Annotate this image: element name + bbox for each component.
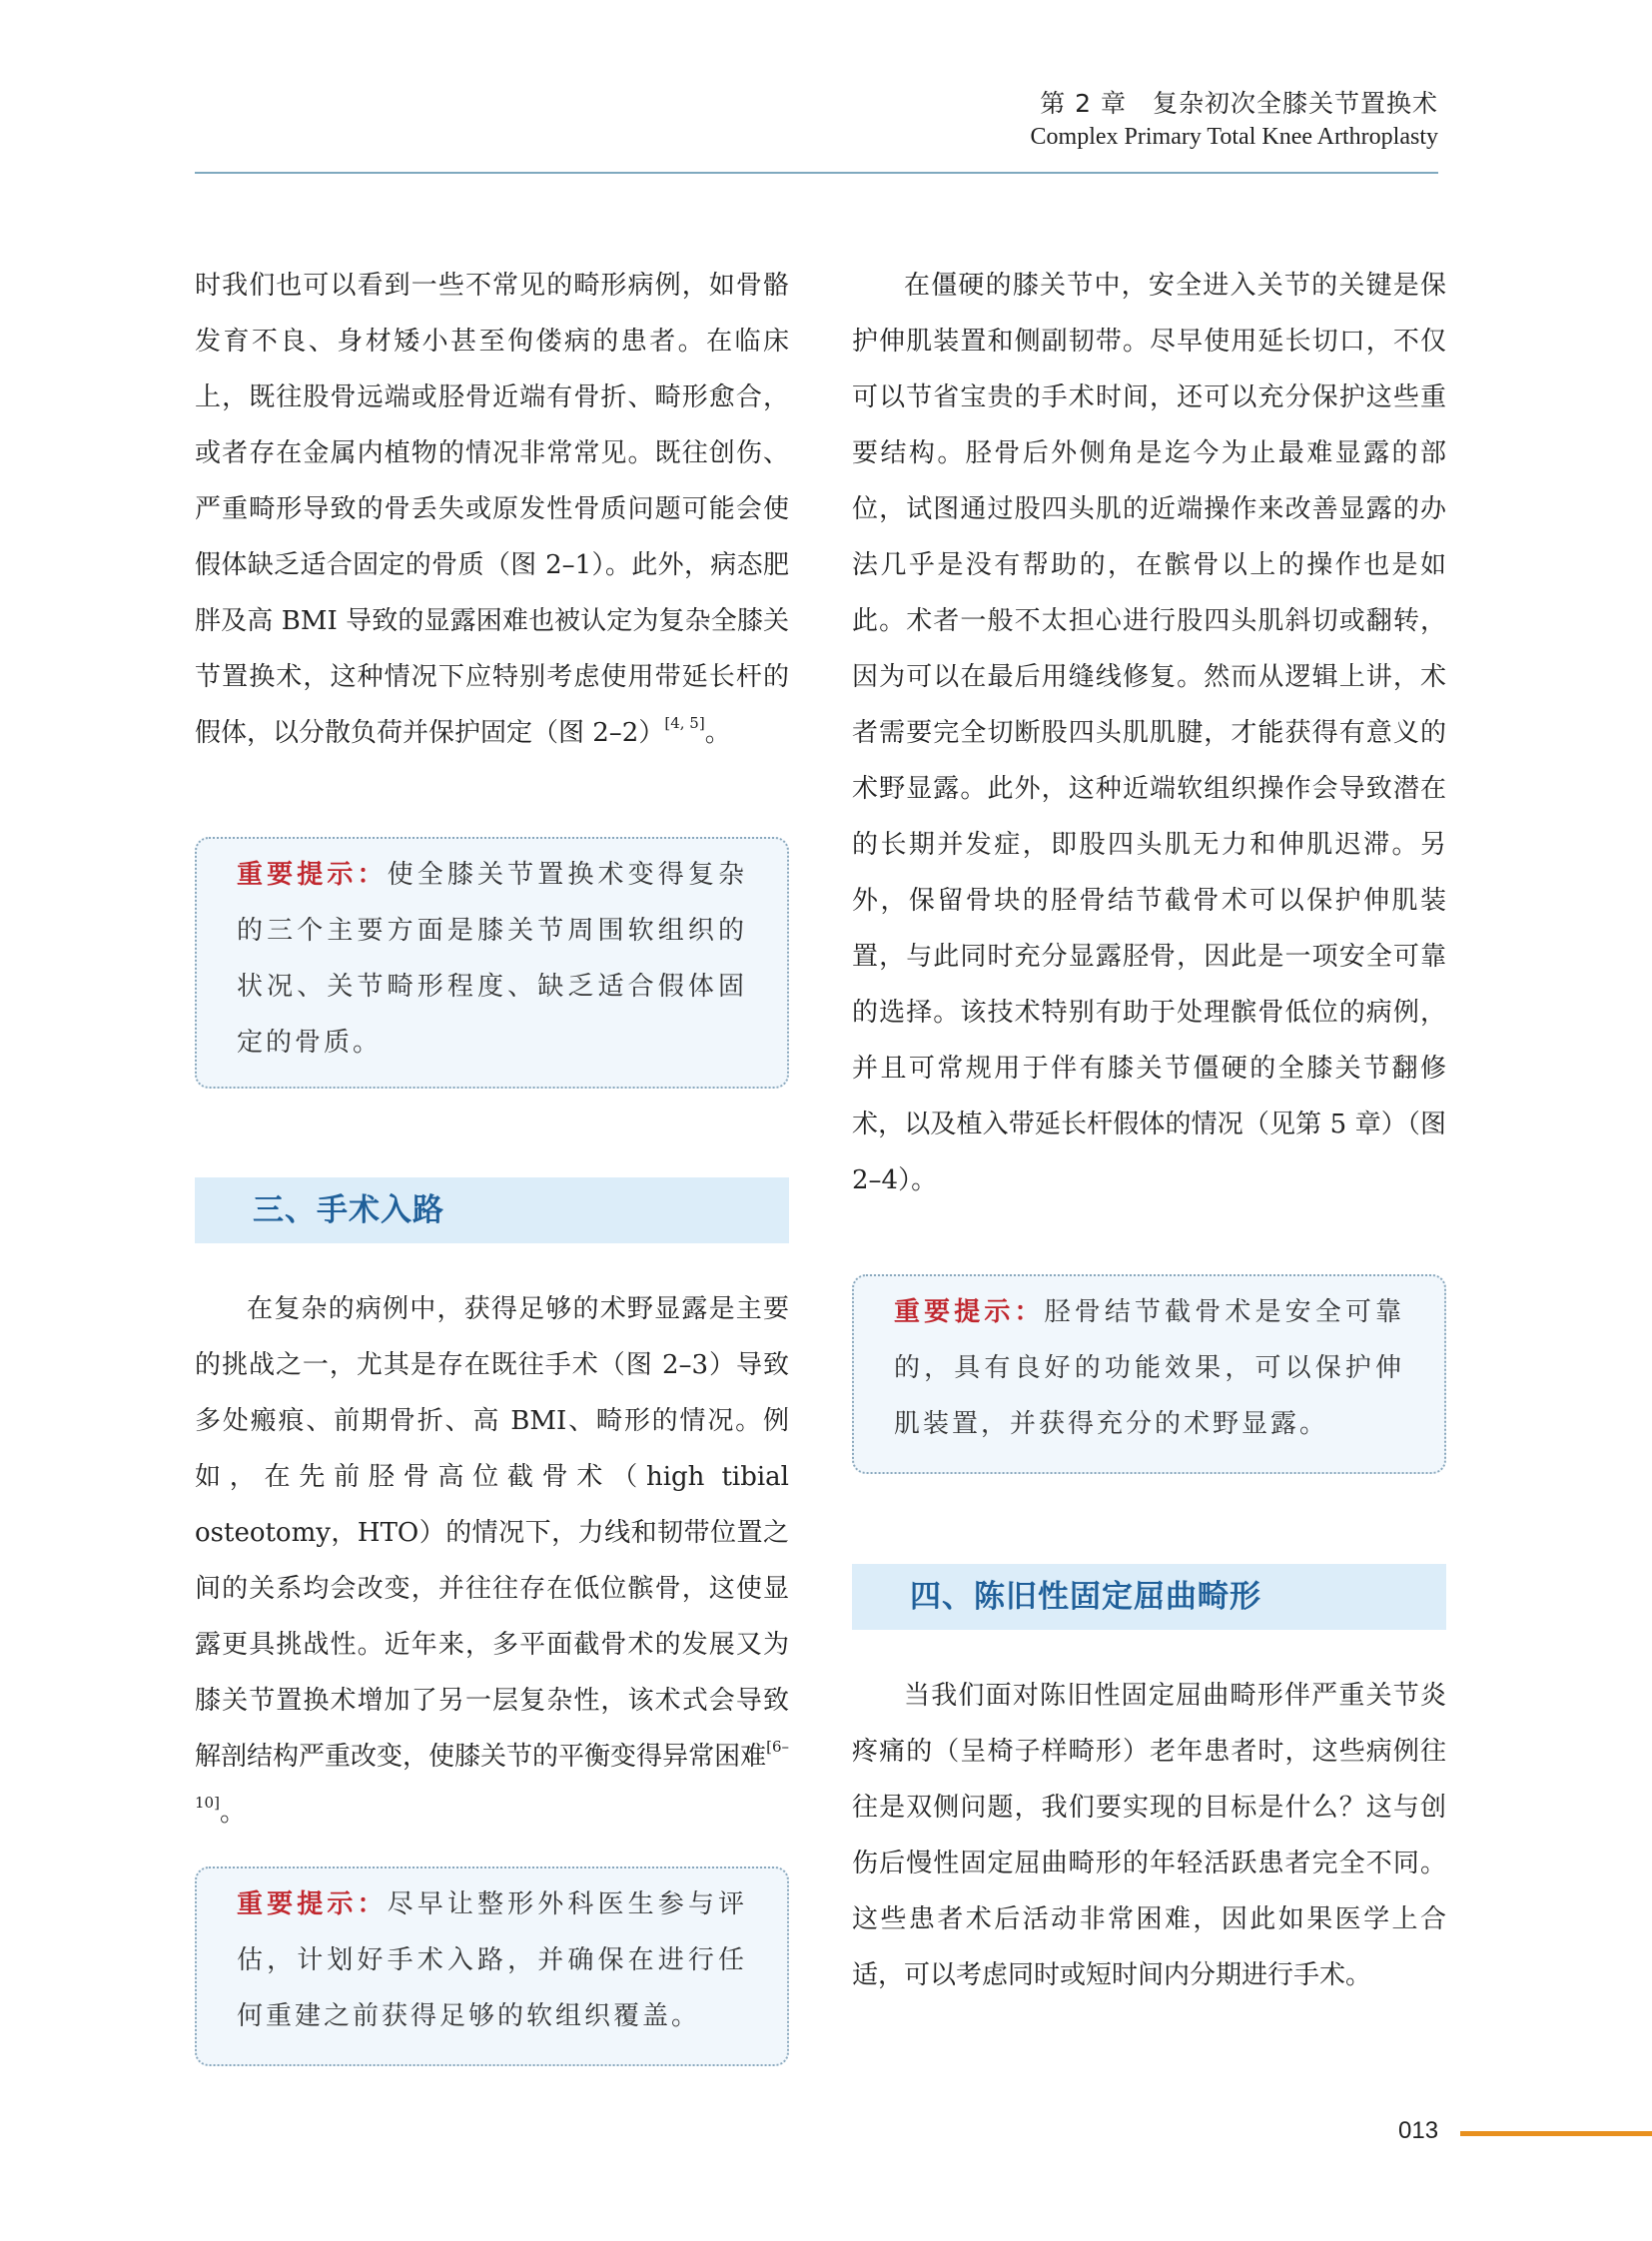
right-paragraph-2-text: 当我们面对陈旧性固定屈曲畸形伴严重关节炎疼痛的（呈椅子样畸形）老年患者时，这些病例往往是双侧问题，我们要实现的目标是什么？这与创伤后慢性固定屈曲畸形的年轻活跃患者完全不同。这些患者术后活动非常困难，因此如果医学上合适，可以考虑同时或短时间内分期进行手术。 xyxy=(852,1681,1446,1990)
left-paragraph-1-text: 时我们也可以看到一些不常见的畸形病例，如骨骼发育不良、身材矮小甚至佝偻病的患者。在临床上，既往股骨远端或胫骨近端有骨折、畸形愈合，或者存在金属内植物的情况非常常见。既往创伤、严重畸形导致的骨丢失或原发性骨质问题可能会使假体缺乏适合固定的骨质（图 2–1）。此外，病态肥胖及高 BMI 导致的显露困难也被认定为复杂全膝关节置换术，这种情况下应特别考虑使用带延长杆的假体，以分散负荷并保护固定（图 2–2） xyxy=(195,271,789,748)
important-tip-2 xyxy=(195,1867,789,2066)
section-heading-surgical-approach: 三、手术入路 xyxy=(195,1177,789,1243)
right-paragraph-1-text: 在僵硬的膝关节中，安全进入关节的关键是保护伸肌装置和侧副韧带。尽早使用延长切口，不仅可以节省宝贵的手术时间，还可以充分保护这些重要结构。胫骨后外侧角是迄今为止最难显露的部位，试图通过股四头肌的近端操作来改善显露的办法几乎是没有帮助的，在髌骨以上的操作也是如此。术者一般不太担心进行股四头肌斜切或翻转，因为可以在最后用缝线修复。然而从逻辑上讲，术者需要完全切断股四头肌肌腱，才能获得有意义的术野显露。此外，这种近端软组织操作会导致潜在的长期并发症，即股四头肌无力和伸肌迟滞。另外，保留骨块的胫骨结节截骨术可以保护伸肌装置，与此同时充分显露胫骨，因此是一项安全可靠的选择。该技术特别有助于处理髌骨低位的病例，并且可常规用于伴有膝关节僵硬的全膝关节翻修术，以及植入带延长杆假体的情况（见第 5 章）（图 2–4）。 xyxy=(852,271,1446,1195)
left-paragraph-2-citation: [6–10] xyxy=(195,1738,789,1813)
important-tip-1-text: 使全膝关节置换术变得复杂的三个主要方面是膝关节周围软组织的状况、关节畸形程度、缺乏适合假体固定的骨质。 xyxy=(237,860,747,1058)
left-paragraph-2 xyxy=(195,1281,789,1841)
chapter-title-en: Complex Primary Total Knee Arthroplasty xyxy=(1030,124,1438,150)
section-heading-fixed-flexion-deformity: 四、陈旧性固定屈曲畸形 xyxy=(852,1564,1446,1630)
right-paragraph-1 xyxy=(852,258,1446,1246)
left-column xyxy=(195,258,789,2066)
page-number-rule xyxy=(1460,2131,1652,2136)
left-paragraph-1-citation: [4, 5] xyxy=(664,714,705,733)
important-tip-3-body xyxy=(894,1284,1404,1452)
important-tip-2-text: 尽早让整形外科医生参与评估，计划好手术入路，并确保在进行任何重建之前获得足够的软组织覆盖。 xyxy=(237,1889,747,2031)
important-tip-1 xyxy=(195,837,789,1089)
important-tip-3-label: 重要提示： xyxy=(894,1297,1045,1327)
important-tip-2-label: 重要提示： xyxy=(237,1889,388,1919)
right-paragraph-2 xyxy=(852,1668,1446,2003)
left-paragraph-2-end: 。 xyxy=(219,1798,246,1828)
chapter-title-zh: 第 2 章 复杂初次全膝关节置换术 xyxy=(1040,89,1438,118)
right-column xyxy=(852,258,1446,2003)
left-paragraph-1-end: 。 xyxy=(704,718,731,748)
page-number: 013 xyxy=(1398,2117,1439,2144)
important-tip-1-body xyxy=(237,847,747,1071)
important-tip-3 xyxy=(852,1274,1446,1474)
left-paragraph-2-text: 在复杂的病例中，获得足够的术野显露是主要的挑战之一，尤其是存在既往手术（图 2–3）导致多处瘢痕、前期骨折、高 BMI、畸形的情况。例如，在先前胫骨高位截骨术（high tibial osteotomy，HTO）的情况下，力线和韧带位置之间的关系均会改变，并往往存在低位髌骨，这使显露更具挑战性。近年来，多平面截骨术的发展又为膝关节置换术增加了另一层复杂性，该术式会导致解剖结构严重改变，使膝关节的平衡变得异常困难 xyxy=(195,1294,789,1772)
left-paragraph-1 xyxy=(195,258,789,813)
important-tip-2-body xyxy=(237,1876,747,2044)
important-tip-3-text: 胫骨结节截骨术是安全可靠的，具有良好的功能效果，可以保护伸肌装置，并获得充分的术野显露。 xyxy=(894,1297,1404,1439)
important-tip-1-label: 重要提示： xyxy=(237,860,388,890)
header-divider xyxy=(195,172,1438,174)
